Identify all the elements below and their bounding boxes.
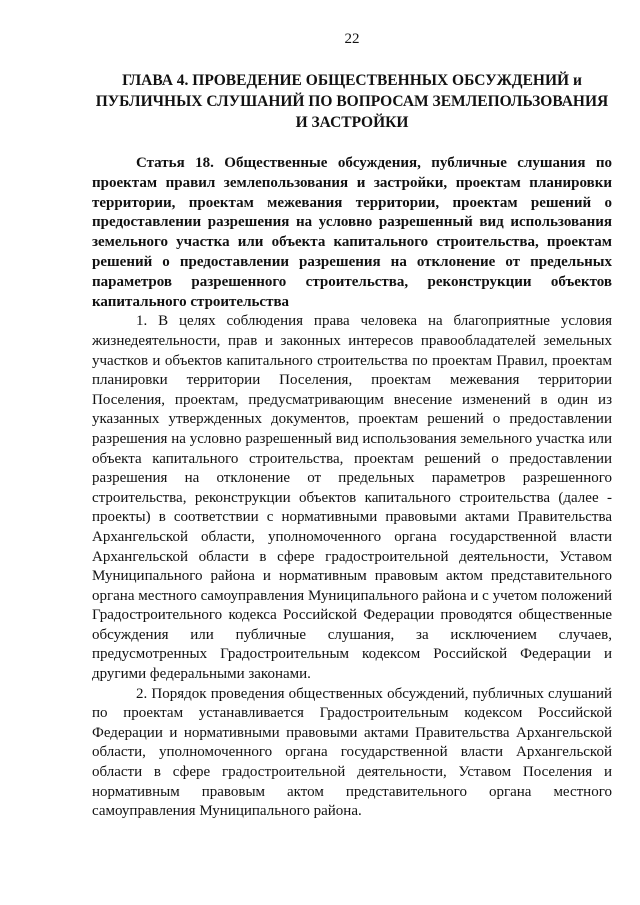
page-number: 22: [344, 31, 360, 47]
article-title: Статья 18. Общественные обсуждения, публичные слушания по проектам правил землепользования и застройки, проектам планировки территории, проектам межевания территории, проектам решений о предоставлении разрешения на условно разрешенный вид использования земельного участка или объекта капитального строительства, проектам решений о предоставлении разрешения на отклонение от предельных параметров разрешенного строительства, реконструкции объектов капитального строительства: [92, 155, 612, 310]
chapter-title: [92, 70, 612, 133]
paragraph: 2. Порядок проведения общественных обсуждений, публичных слушаний по проектам устанавливается Градостроительным кодексом Российской Федерации и нормативными правовыми актами Правительства Архангельской области, уполномоченного органа государственной власти Архангельской области в сфере градостроительной деятельности, Уставом Поселения и нормативным правовым актом представительного органа местного самоуправления Муниципального района.: [92, 685, 612, 820]
chapter-title-line: ПУБЛИЧНЫХ СЛУШАНИЙ ПО ВОПРОСАМ ЗЕМЛЕПОЛЬЗОВАНИЯ: [95, 93, 609, 110]
chapter-title-line: ГЛАВА 4. ПРОВЕДЕНИЕ ОБЩЕСТВЕННЫХ ОБСУЖДЕНИЙ и: [122, 72, 582, 89]
document-page: [92, 30, 612, 822]
chapter-title-line: И ЗАСТРОЙКИ: [295, 114, 409, 131]
paragraph: 1. В целях соблюдения права человека на благоприятные условия жизнедеятельности, прав и законных интересов правообладателей земельных участков и объектов капитального строительства по проектам Правил, проектам планировки территории Поселения, проектам межевания территории Поселения, проектам, предусматривающим внесение изменений в один из указанных утвержденных документов, проектам решений о предоставлении разрешения на условно разрешенный вид использования земельного участка или объекта капитального строительства, проектам решений о предоставлении разрешения на отклонение от предельных параметров разрешенного строительства, реконструкции объектов капитального строительства (далее - проекты) в соответствии с нормативными правовыми актами Правительства Архангельской области, уполномоченного органа государственной власти Архангельской области в сфере градостроительной деятельности, Уставом Муниципального района и нормативным правовым актом представительного органа местного самоуправления Муниципального района и с учетом положений Градостроительного кодекса Российской Федерации проводятся общественные обсуждения или публичные слушания, за исключением случаев, предусмотренных Градостроительным кодексом Российской Федерации и другими федеральными законами.: [92, 313, 612, 683]
